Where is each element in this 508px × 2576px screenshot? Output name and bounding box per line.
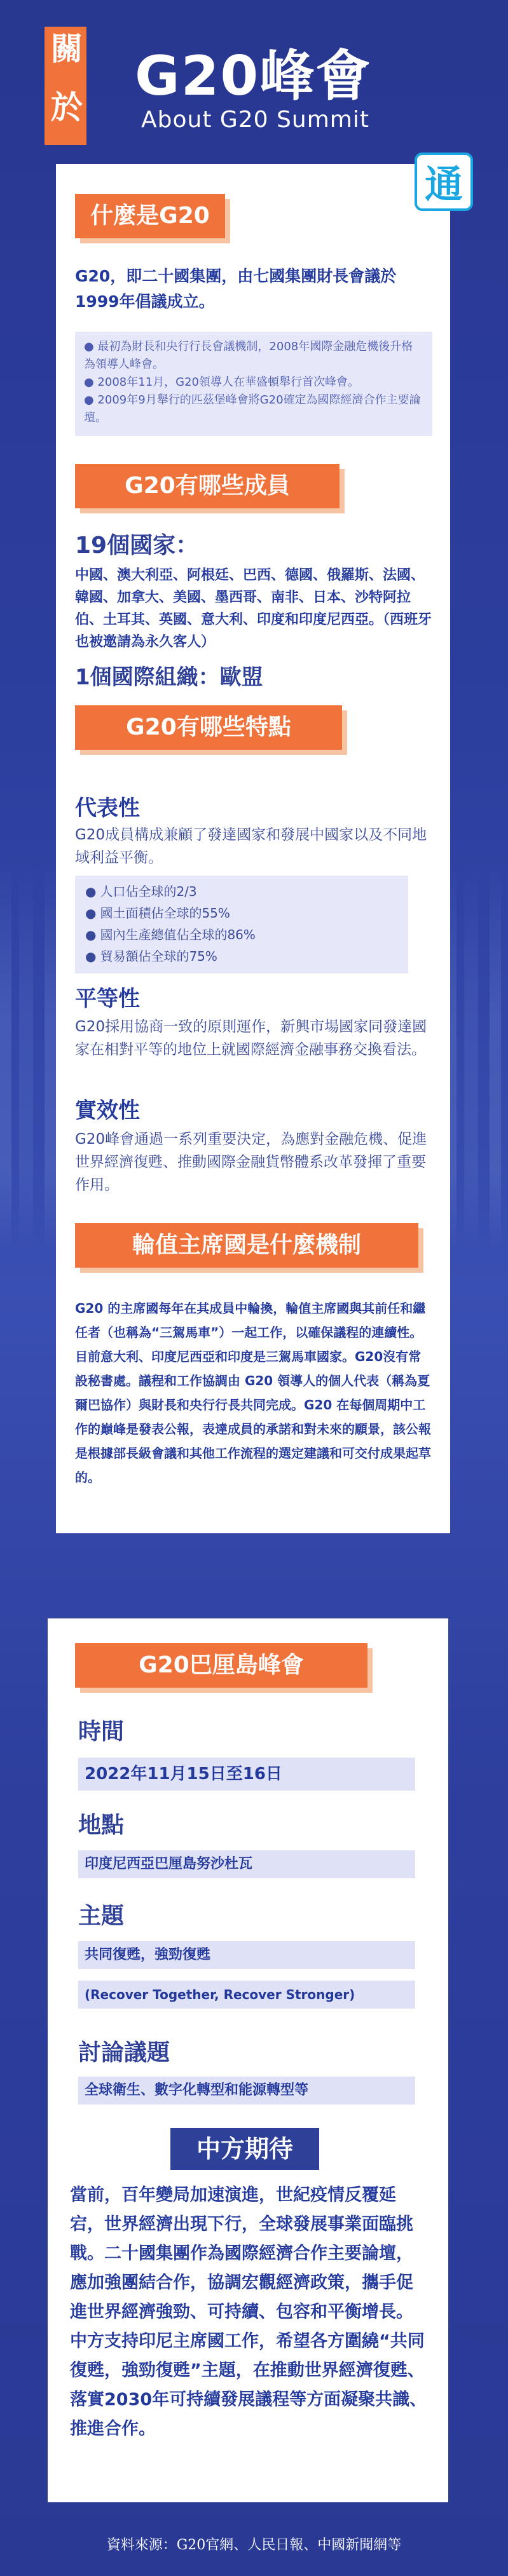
bullet-gdp: ● 國內生產總值佔全球的86% — [85, 924, 398, 946]
time-heading: 時間 — [78, 1719, 125, 1745]
presidency-text: G20 的主席國每年在其成員中輪換，輪值主席國與其前任和繼任者（也稱為“三駕馬車”）一起工作，以確保議程的連續性。目前意大利、印度尼西亞和印度是三駕馬車國家。G20沒有常設秘書處。議程和工作協調由 G20 領導人的個人代表（稱為夏爾巴協作）與財長和央行行長共同完成。G20 在每個周期中工作的巔峰是發表公報，表達成員的承諾和對未來的願景，該公報是根據部長級會議和其他工作流程的選定建議和可交付成果起草的。 — [75, 1301, 431, 1485]
page-title: G20峰會 — [135, 44, 372, 108]
place-heading: 地點 — [78, 1812, 125, 1838]
what-note-1: ● 最初為財長和央行行長會議機制，2008年國際金融危機後升格為領導人峰會。 — [84, 340, 413, 371]
representative-bullets — [75, 876, 408, 973]
tong-badge-icon: 通 — [415, 153, 473, 211]
outlook-tag: 中方期待 — [170, 2128, 319, 2170]
representative-text: G20成員構成兼顧了發達國家和發展中國家以及不同地域利益平衡。 — [75, 827, 427, 866]
bullet-territory: ● 國土面積佔全球的55% — [85, 902, 398, 924]
countries-heading: 19個國家： — [75, 532, 199, 559]
effectiveness-heading: 實效性 — [75, 1098, 140, 1123]
countries-text: 中國、澳大利亞、阿根廷、巴西、德國、俄羅斯、法國、韓國、加拿大、美國、墨西哥、南非、日本、沙特阿拉伯、土耳其、英國、意大利、印度和印度尼西亞。（西班牙也被邀請為永久客人） — [75, 567, 432, 650]
header-side-char-2: 於 — [51, 89, 83, 126]
time-value: 2022年11月15日至16日 — [78, 1758, 415, 1791]
what-is-g20-tag: 什麼是G20 — [75, 194, 225, 238]
org-heading: 1個國際組織：歐盟 — [75, 665, 263, 690]
theme-heading: 主題 — [78, 1903, 125, 1929]
equality-heading: 平等性 — [75, 986, 140, 1012]
topic-heading: 討論議題 — [78, 2040, 170, 2066]
outlook-text: 當前，百年變局加速演進，世紀疫情反覆延宕，世界經濟出現下行，全球發展事業面臨挑戰。二十國集團作為國際經濟合作主要論壇，應加強團結合作，協調宏觀經濟政策，攜手促進世界經濟強勁、可持續、包容和平衡增長。中方支持印尼主席國工作，希望各方圍繞“共同復甦，強勁復甦”主題，在推動世界經濟復甦、落實2030年可持續發展議程等方面凝聚共識、推進合作。 — [70, 2185, 427, 2439]
header-side-char-1: 關 — [51, 31, 83, 67]
presidency-tag: 輪值主席國是什麼機制 — [75, 1223, 418, 1268]
source-credit: 資料來源：G20官網、人民日報、中國新聞網等 — [106, 2537, 402, 2553]
what-intro: G20，即二十國集團，由七國集團財長會議於1999年倡議成立。 — [75, 267, 397, 311]
members-tag: G20有哪些成員 — [75, 464, 340, 508]
what-note-2: ● 2008年11月，G20領導人在華盛頓舉行首次峰會。 — [84, 376, 359, 389]
effectiveness-text: G20峰會通過一系列重要決定，為應對金融危機、促進世界經濟復甦、推動國際金融貨幣體系改革發揮了重要作用。 — [75, 1131, 427, 1193]
page-subtitle: About G20 Summit — [141, 107, 369, 133]
theme-value: 共同復甦，強勁復甦 — [78, 1941, 415, 1969]
representative-heading: 代表性 — [75, 796, 140, 821]
what-notes-box — [75, 332, 432, 436]
equality-text: G20採用協商一致的原則運作，新興市場國家同發達國家在相對平等的地位上就國際經濟金融事務交換看法。 — [75, 1019, 427, 1058]
bali-tag: G20巴厘島峰會 — [75, 1643, 367, 1688]
features-tag: G20有哪些特點 — [75, 705, 342, 750]
theme-value-english: (Recover Together, Recover Stronger) — [78, 1981, 415, 2009]
topic-value: 全球衛生、數字化轉型和能源轉型等 — [78, 2077, 415, 2105]
bullet-population: ● 人口佔全球的2/3 — [85, 881, 398, 902]
place-value: 印度尼西亞巴厘島努沙杜瓦 — [78, 1850, 415, 1878]
what-note-3: ● 2009年9月舉行的匹茲堡峰會將G20確定為國際經濟合作主要論壇。 — [84, 393, 421, 424]
bullet-trade: ● 貿易額佔全球的75% — [85, 946, 398, 967]
